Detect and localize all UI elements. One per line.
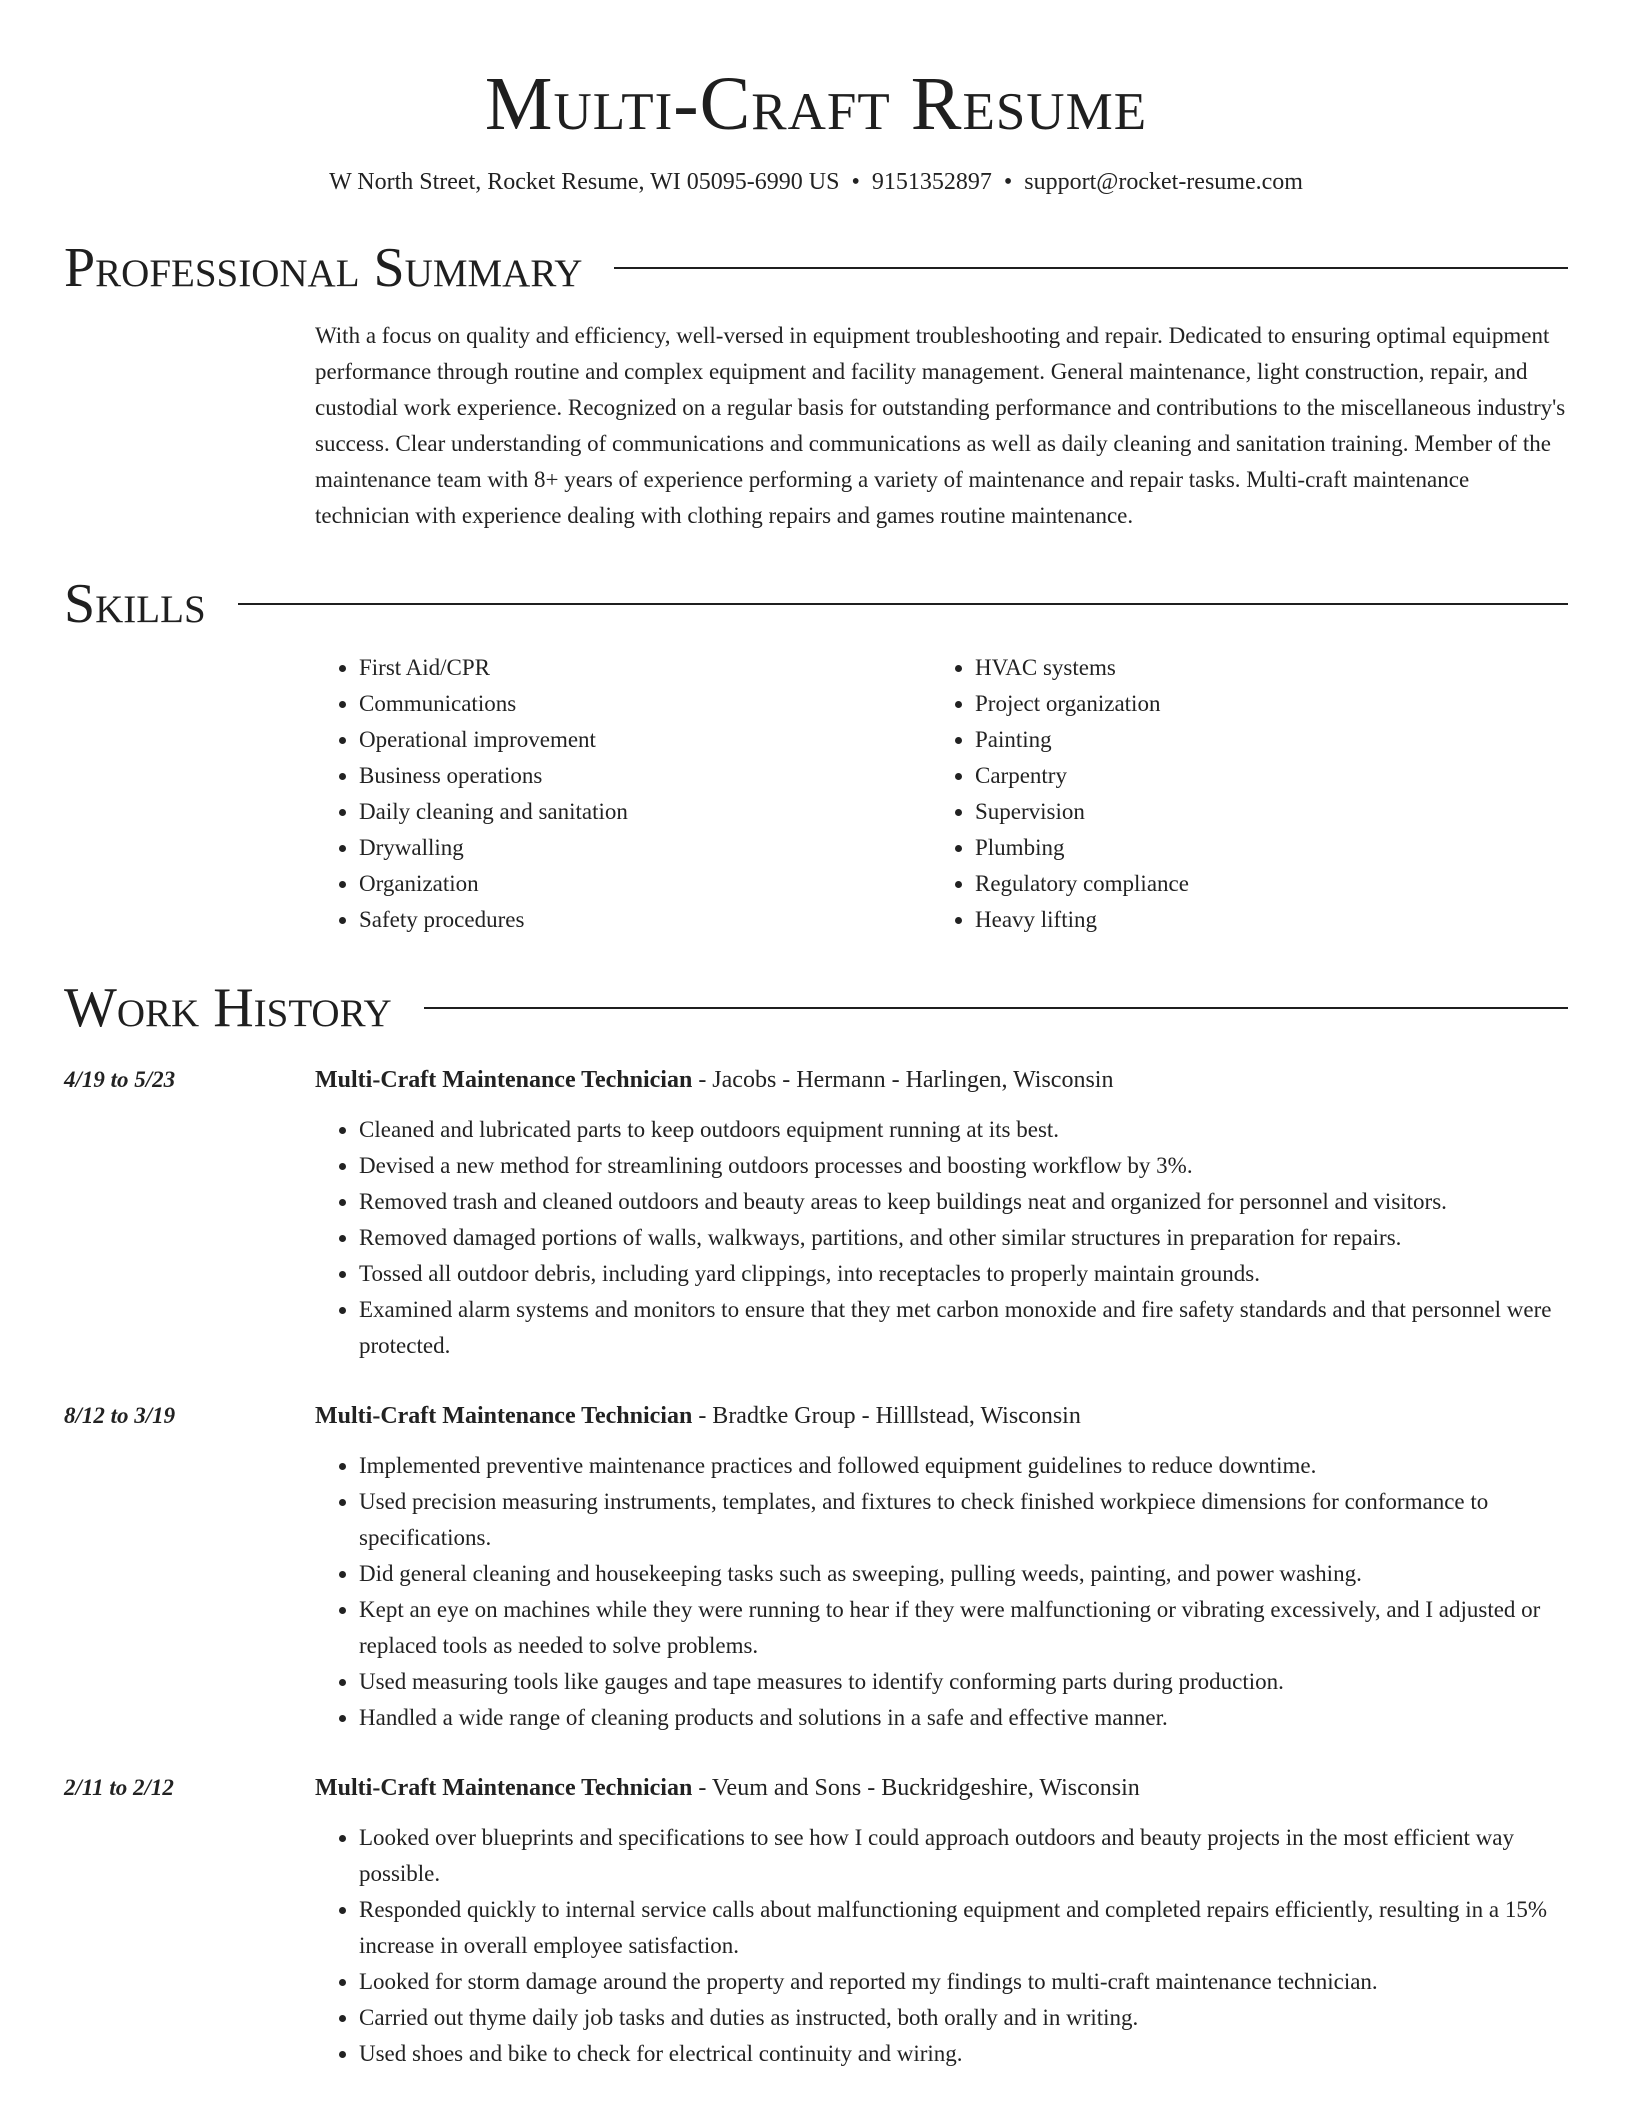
skill-item: • Project organization (975, 686, 1535, 722)
job-entry (64, 1062, 1568, 1364)
resume-name: Multi-Craft Resume (484, 62, 1148, 146)
skill-item: • Safety procedures (359, 902, 931, 938)
contact-address: W North Street, Rocket Resume, WI 05095-6990 US (329, 169, 840, 195)
job-bullet: • Devised a new method for streamlining outdoors processes and boosting workflow by 3%. (359, 1148, 1568, 1184)
section-rule (614, 267, 1568, 269)
job-bullet: • Implemented preventive maintenance practices and followed equipment guidelines to reduce downtime. (359, 1448, 1568, 1484)
job-title: Multi-Craft Maintenance Technician (315, 1775, 693, 1801)
skill-item: • Organization (359, 866, 931, 902)
job-bullet: • Did general cleaning and housekeeping tasks such as sweeping, pulling weeds, painting, and power washing. (359, 1556, 1568, 1592)
professional-summary-section (64, 236, 1568, 534)
skills-list-right (931, 650, 1535, 938)
job-bullet: • Removed trash and cleaned outdoors and beauty areas to keep buildings neat and organized for personnel and visitors. (359, 1184, 1568, 1220)
job-bullet: • Carried out thyme daily job tasks and duties as instructed, both orally and in writing. (359, 2000, 1568, 2036)
job-dates: 2/11 to 2/12 (64, 1775, 174, 1800)
job-title-line (315, 1062, 1568, 1098)
skill-item: • Drywalling (359, 830, 931, 866)
section-header (64, 572, 1568, 636)
job-bullet: • Removed damaged portions of walls, walkways, partitions, and other similar structures in preparation for repairs. (359, 1220, 1568, 1256)
job-bullet: • Looked over blueprints and specifications to see how I could approach outdoors and beauty projects in the most efficient way possible. (359, 1820, 1568, 1892)
job-bullet-list (315, 1112, 1568, 1364)
job-bullet-list (315, 1820, 1568, 2072)
contact-phone: 9151352897 (871, 169, 992, 195)
job-bullet-list (315, 1448, 1568, 1736)
skill-item: • Operational improvement (359, 722, 931, 758)
section-rule (238, 603, 1568, 605)
contact-separator: • (851, 169, 860, 195)
skills-section (64, 572, 1568, 938)
job-dates: 8/12 to 3/19 (64, 1403, 176, 1428)
skills-list-left (315, 650, 931, 938)
section-heading-summary: Professional Summary (64, 237, 583, 299)
skill-item: • Heavy lifting (975, 902, 1535, 938)
job-bullet: • Used precision measuring instruments, templates, and fixtures to check finished workpiece dimensions for conformance to specifications. (359, 1484, 1568, 1556)
job-bullet: • Looked for storm damage around the property and reported my findings to multi-craft maintenance technician. (359, 1964, 1568, 2000)
summary-text: With a focus on quality and efficiency, well-versed in equipment troubleshooting and repair. Dedicated to ensuring optimal equipment performance through routine and complex equipment and facility management. General maintenance, light construction, repair, and custodial work experience. Recognized on a regular basis for outstanding performance and contributions to the miscellaneous industry's success. Clear understanding of communications and communications as well as daily cleaning and sanitation training. Member of the maintenance team with 8+ years of experience performing a variety of maintenance and repair tasks. Multi-craft maintenance technician with experience dealing with clothing repairs and games routine maintenance. (315, 323, 1566, 528)
job-entry (64, 1770, 1568, 2072)
contact-email: support@rocket-resume.com (1024, 169, 1303, 195)
job-dates: 4/19 to 5/23 (64, 1067, 176, 1092)
job-title-line (315, 1770, 1568, 1806)
skill-item: • Supervision (975, 794, 1535, 830)
work-history-section (64, 976, 1568, 2072)
skill-item: • Plumbing (975, 830, 1535, 866)
job-title-line (315, 1398, 1568, 1434)
job-bullet: • Tossed all outdoor debris, including yard clippings, into receptacles to properly maintain grounds. (359, 1256, 1568, 1292)
section-header (64, 976, 1568, 1040)
job-details (315, 1398, 1568, 1736)
contact-line (64, 166, 1568, 198)
job-bullet: • Handled a wide range of cleaning products and solutions in a safe and effective manner. (359, 1700, 1568, 1736)
job-employer: - Bradtke Group - Hilllstead, Wisconsin (692, 1403, 1081, 1429)
skill-item: • Painting (975, 722, 1535, 758)
job-bullet: • Used shoes and bike to check for electrical continuity and wiring. (359, 2036, 1568, 2072)
job-employer: - Veum and Sons - Buckridgeshire, Wisconsin (692, 1775, 1140, 1801)
job-bullet: • Used measuring tools like gauges and tape measures to identify conforming parts during production. (359, 1664, 1568, 1700)
skill-item: • Communications (359, 686, 931, 722)
skill-item: • HVAC systems (975, 650, 1535, 686)
job-bullet: • Examined alarm systems and monitors to ensure that they met carbon monoxide and fire safety standards and that personnel were protected. (359, 1292, 1568, 1364)
section-heading-skills: Skills (64, 573, 206, 635)
job-entry (64, 1398, 1568, 1736)
job-title: Multi-Craft Maintenance Technician (315, 1067, 693, 1093)
skill-item: • Daily cleaning and sanitation (359, 794, 931, 830)
job-bullet: • Cleaned and lubricated parts to keep outdoors equipment running at its best. (359, 1112, 1568, 1148)
section-heading-work-history: Work History (64, 977, 392, 1039)
job-title: Multi-Craft Maintenance Technician (315, 1403, 693, 1429)
resume-page (64, 0, 1568, 2072)
job-employer: - Jacobs - Hermann - Harlingen, Wisconsin (692, 1067, 1114, 1093)
job-bullet: • Responded quickly to internal service calls about malfunctioning equipment and completed repairs efficiently, resulting in a 15% increase in overall employee satisfaction. (359, 1892, 1568, 1964)
job-details (315, 1062, 1568, 1364)
skills-columns (315, 650, 1568, 938)
skill-item: • Regulatory compliance (975, 866, 1535, 902)
contact-separator: • (1003, 169, 1013, 195)
skill-item: • Business operations (359, 758, 931, 794)
job-details (315, 1770, 1568, 2072)
section-header (64, 236, 1568, 300)
section-rule (424, 1007, 1568, 1009)
job-bullet: • Kept an eye on machines while they were running to hear if they were malfunctioning or vibrating excessively, and I adjusted or replaced tools as needed to solve problems. (359, 1592, 1568, 1664)
skill-item: • Carpentry (975, 758, 1535, 794)
skill-item: • First Aid/CPR (359, 650, 931, 686)
